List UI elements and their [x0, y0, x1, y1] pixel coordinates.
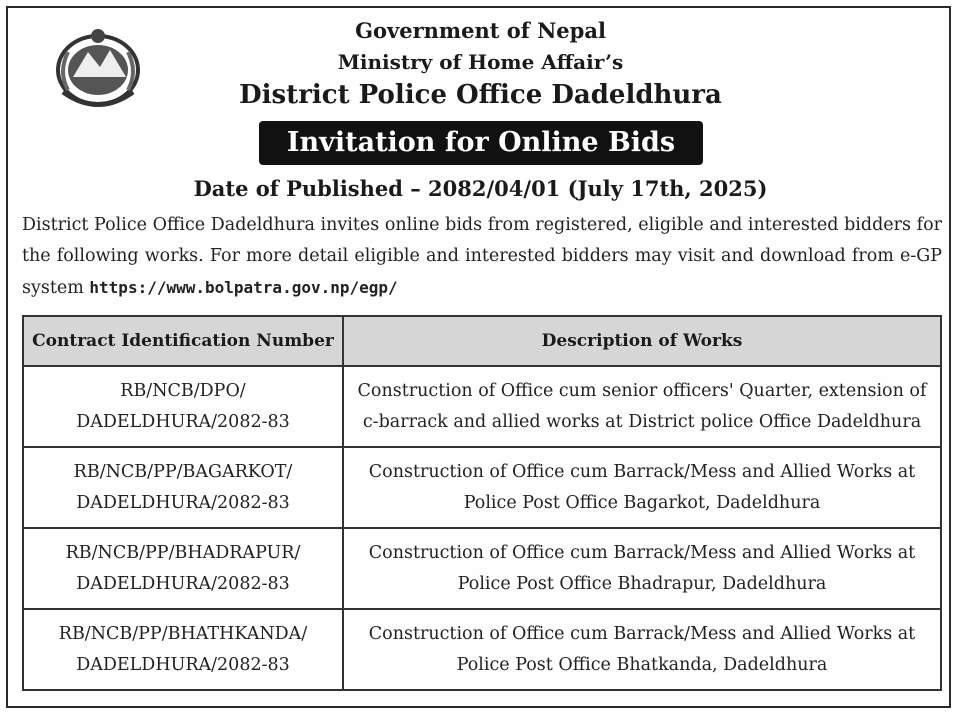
contract-id-line1: RB/NCB/PP/BHATHKANDA/	[58, 623, 308, 644]
contract-id-line2: DADELDHURA/2082-83	[76, 573, 290, 594]
bids-table	[22, 315, 942, 691]
table-row	[23, 609, 941, 690]
government-heading: Government of Nepal	[355, 18, 606, 43]
description-cell: Construction of Office cum senior officers' Quarter, extension of c-barrack and allied works at District police Office Dadeldhura	[343, 366, 941, 447]
table-row	[23, 366, 941, 447]
contract-id-cell	[23, 609, 343, 690]
invitation-banner: Invitation for Online Bids	[259, 121, 703, 165]
contract-id-cell	[23, 528, 343, 609]
table-header-row	[23, 316, 941, 366]
table-row	[23, 528, 941, 609]
contract-id-line1: RB/NCB/PP/BHADRAPUR/	[65, 542, 301, 563]
contract-id-line2: DADELDHURA/2082-83	[76, 654, 290, 675]
header-description: Description of Works	[343, 316, 941, 366]
description-cell: Construction of Office cum Barrack/Mess and Allied Works at Police Post Office Bagarkot, Dadeldhura	[343, 447, 941, 528]
egp-link[interactable]: https://www.bolpatra.gov.np/egp/	[89, 278, 398, 297]
ministry-heading: Ministry of Home Affair’s	[337, 50, 624, 74]
contract-id-cell	[23, 366, 343, 447]
contract-id-line2: DADELDHURA/2082-83	[76, 411, 290, 432]
description-cell: Construction of Office cum Barrack/Mess and Allied Works at Police Post Office Bhadrapur, Dadeldhura	[343, 528, 941, 609]
office-heading: District Police Office Dadeldhura	[239, 80, 722, 110]
intro-text: District Police Office Dadeldhura invites online bids from registered, eligible and interested bidders for the following works. For more detail eligible and interested bidders may visit and download from e-GP system	[22, 215, 942, 298]
description-cell: Construction of Office cum Barrack/Mess and Allied Works at Police Post Office Bhatkanda, Dadeldhura	[343, 609, 941, 690]
contract-id-cell	[23, 447, 343, 528]
contract-id-line1: RB/NCB/DPO/	[120, 380, 246, 401]
intro-paragraph	[22, 210, 942, 304]
publish-date: Date of Published – 2082/04/01 (July 17th, 2025)	[193, 176, 768, 201]
table-row	[23, 447, 941, 528]
contract-id-line1: RB/NCB/PP/BAGARKOT/	[73, 461, 293, 482]
contract-id-line2: DADELDHURA/2082-83	[76, 492, 290, 513]
header-contract-id: Contract Identification Number	[23, 316, 343, 366]
